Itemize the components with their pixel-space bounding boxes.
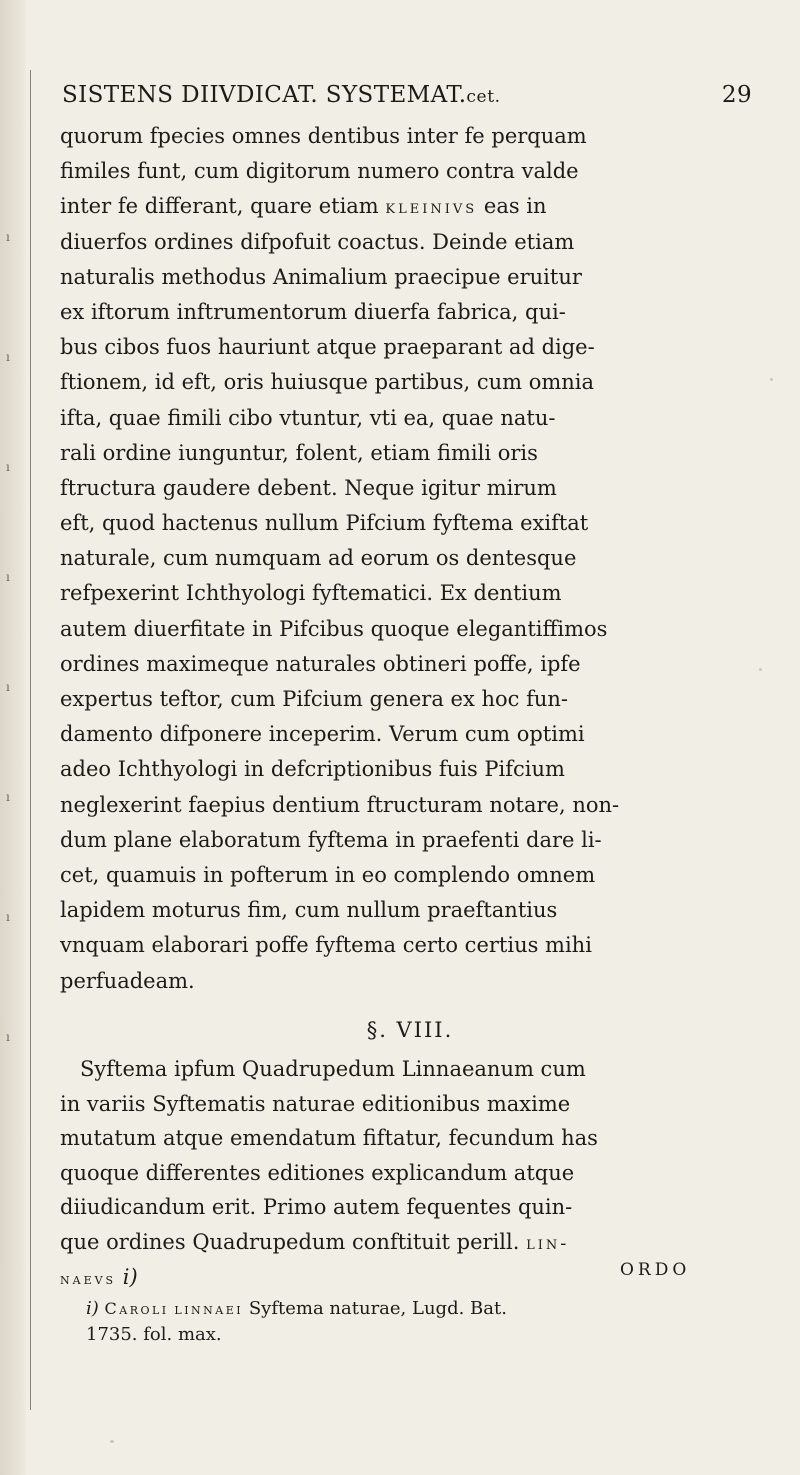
text-line: quoque differentes editiones explicandum atque <box>60 1160 575 1185</box>
text-line: Syftema ipfum Quadrupedum Linnaeanum cum <box>80 1057 586 1081</box>
paper-speck <box>110 1440 114 1443</box>
paragraph-2 <box>60 1052 760 1290</box>
text-fragment: eas in <box>483 194 547 219</box>
text-line: neglexerint faepius dentium ftructuram notare, non- <box>60 792 620 817</box>
text-fragment: que ordines Quadrupedum conftituit perill. <box>60 1229 520 1254</box>
footnote-line <box>60 1296 760 1322</box>
text-line: in variis Syftematis naturae editionibus maxime <box>60 1091 571 1116</box>
footnote-author: linnaei <box>174 1299 244 1318</box>
text-line: dum plane elaboratum fyftema in praefenti dare li- <box>60 827 602 852</box>
text-line: cet, quamuis in pofterum in eo complendo omnem <box>60 862 596 887</box>
text-line <box>60 189 760 224</box>
margin-mark: ı <box>6 230 10 244</box>
margin-mark: ı <box>6 460 10 474</box>
running-header <box>62 82 752 108</box>
text-line: naturale, cum numquam ad eorum os dentesque <box>60 546 577 571</box>
author-name: naevs <box>60 1268 117 1288</box>
footnote-ref: i) <box>122 1264 138 1289</box>
paragraph-1 <box>60 119 760 999</box>
margin-mark: ı <box>6 790 10 804</box>
catchword: ORDO <box>620 1260 691 1280</box>
footnote-text: Syftema naturae, Lugd. Bat. <box>248 1298 507 1319</box>
author-name: kleinivs <box>385 197 478 219</box>
text-line: autem diuerfitate in Pifcibus quoque elegantiffimos <box>60 616 608 641</box>
text-line: refpexerint Ichthyologi fyftematici. Ex dentium <box>60 581 562 606</box>
binding-rule <box>30 70 31 1410</box>
margin-mark: ı <box>6 570 10 584</box>
text-line: naturalis methodus Animalium praecipue eruitur <box>60 264 582 289</box>
margin-mark: ı <box>6 910 10 924</box>
footnote <box>60 1296 760 1348</box>
paper-speck <box>759 668 762 671</box>
text-line: ftructura gaudere debent. Neque igitur mirum <box>60 475 557 500</box>
text-line: perfuadeam. <box>60 968 195 993</box>
text-line: fimiles funt, cum digitorum numero contra valde <box>60 159 579 184</box>
text-line <box>60 1225 760 1260</box>
text-line: adeo Ichthyologi in defcriptionibus fuis Pifcium <box>60 757 565 782</box>
text-fragment: inter fe differant, quare etiam <box>60 194 379 219</box>
footnote-line: 1735. fol. max. <box>86 1324 222 1345</box>
text-line: quorum fpecies omnes dentibus inter fe perquam <box>60 124 587 148</box>
footnote-author: Caroli <box>104 1299 169 1318</box>
text-line: ftionem, id eft, oris huiusque partibus, cum omnia <box>60 370 595 395</box>
section-heading: §. VIII. <box>366 1018 454 1042</box>
header-title-suffix: cet. <box>466 87 501 107</box>
margin-mark: ı <box>6 1030 10 1044</box>
footnote-marker: i) <box>86 1298 99 1319</box>
text-line: diuerfos ordines difpofuit coactus. Deinde etiam <box>60 229 575 254</box>
text-line: eft, quod hactenus nullum Pifcium fyftema exiftat <box>60 511 589 536</box>
margin-mark: ı <box>6 350 10 364</box>
text-line: mutatum atque emendatum fiftatur, fecundum has <box>60 1126 598 1151</box>
text-line: ordines maximeque naturales obtineri poffe, ipfe <box>60 651 581 676</box>
margin-mark: ı <box>6 680 10 694</box>
header-title: SISTENS DIIVDICAT. SYSTEMAT. <box>62 82 467 108</box>
page-number: 29 <box>721 82 752 108</box>
text-line: rali ordine iunguntur, folent, etiam fimili oris <box>60 440 538 465</box>
text-line: diiudicandum erit. Primo autem fequentes quin- <box>60 1195 573 1220</box>
text-line: bus cibos fuos hauriunt atque praeparant ad dige- <box>60 335 595 360</box>
text-line: lapidem moturus fim, cum nullum praeftantius <box>60 898 558 923</box>
text-line: expertus teftor, cum Pifcium genera ex hoc fun- <box>60 687 569 711</box>
text-line: damento difponere inceperim. Verum cum optimi <box>60 722 585 747</box>
text-line: vnquam elaborari poffe fyftema certo certius mihi <box>60 933 592 958</box>
text-line: ifta, quae fimili cibo vtuntur, vti ea, quae natu- <box>60 405 556 430</box>
text-line: ex iftorum inftrumentorum diuerfa fabrica, qui- <box>60 299 566 324</box>
paper-speck <box>770 378 773 381</box>
author-name: lin- <box>526 1232 570 1254</box>
margin-marks <box>6 230 20 1060</box>
